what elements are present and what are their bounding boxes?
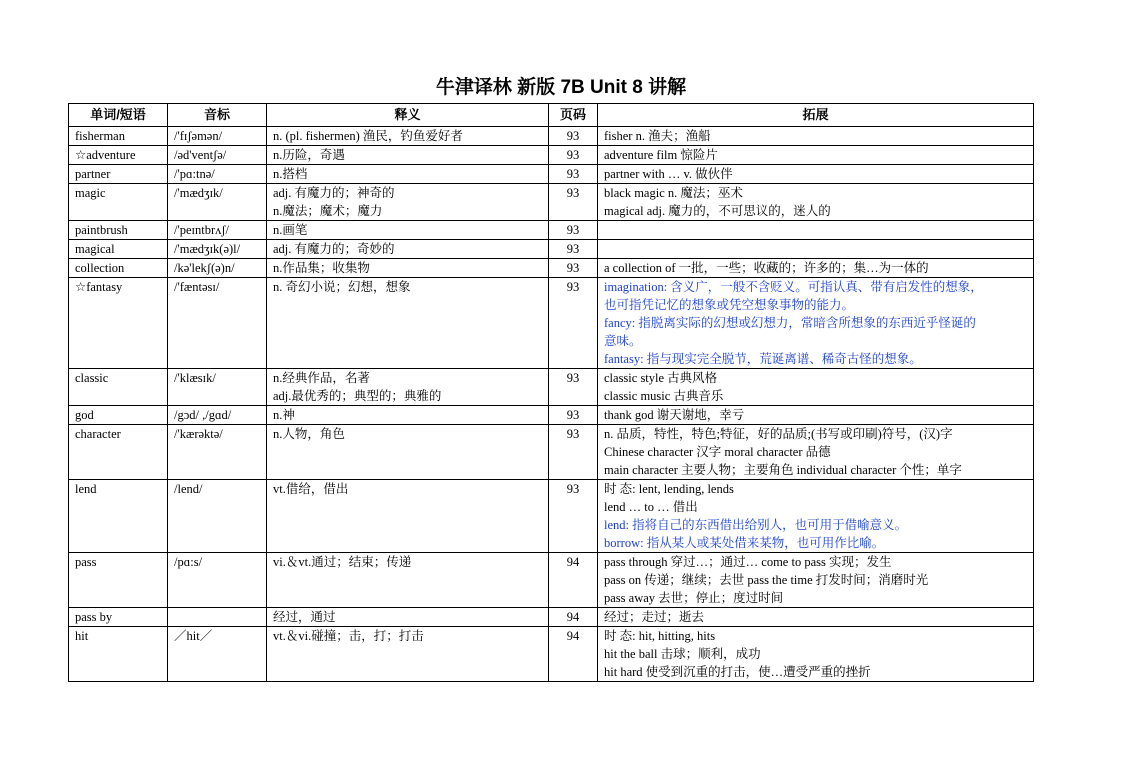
phonetic-cell: /pɑ:s/ <box>168 553 267 608</box>
phonetic-cell: /lend/ <box>168 480 267 553</box>
extension-cell <box>598 553 1034 608</box>
table-row <box>69 480 1034 553</box>
page-cell: 93 <box>549 165 598 184</box>
meaning-cell <box>267 165 549 184</box>
table-row <box>69 425 1034 480</box>
table-row <box>69 406 1034 425</box>
extension-cell <box>598 480 1034 553</box>
meaning-line: 经过，通过 <box>273 610 336 624</box>
extension-line: classic music 古典音乐 <box>604 389 724 403</box>
page-cell: 93 <box>549 406 598 425</box>
word-cell: ☆fantasy <box>69 278 168 369</box>
page-cell: 93 <box>549 221 598 240</box>
extension-line: pass through 穿过…；通过… come to pass 实现；发生 <box>604 555 892 569</box>
phonetic-cell: /'klæsɪk/ <box>168 369 267 406</box>
meaning-cell <box>267 184 549 221</box>
note-line: lend: 指将自己的东西借出给别人，也可用于借喻意义。 <box>604 518 908 532</box>
vocabulary-table <box>68 103 1034 682</box>
word-cell: collection <box>69 259 168 278</box>
extension-line: hit the ball 击球；顺利，成功 <box>604 647 761 661</box>
meaning-line: n.作品集；收集物 <box>273 261 370 275</box>
page-cell: 93 <box>549 146 598 165</box>
page-cell: 93 <box>549 480 598 553</box>
extension-cell <box>598 127 1034 146</box>
meaning-cell <box>267 480 549 553</box>
meaning-line: n.搭档 <box>273 167 308 181</box>
extension-cell <box>598 278 1034 369</box>
table-row <box>69 127 1034 146</box>
extension-cell <box>598 221 1034 240</box>
extension-line: Chinese character 汉字 moral character 品德 <box>604 445 831 459</box>
phonetic-cell: /əd'ventʃə/ <box>168 146 267 165</box>
phonetic-cell: /'pɑ:tnə/ <box>168 165 267 184</box>
phonetic-cell: /'kærəktə/ <box>168 425 267 480</box>
word-cell: magical <box>69 240 168 259</box>
extension-line: n. 品质，特性，特色;特征，好的品质;(书写或印刷)符号，(汉)字 <box>604 427 953 441</box>
phonetic-cell: /'peɪntbrʌʃ/ <box>168 221 267 240</box>
meaning-cell <box>267 406 549 425</box>
page-cell: 93 <box>549 184 598 221</box>
extension-cell <box>598 146 1034 165</box>
extension-line: magical adj. 魔力的，不可思议的，迷人的 <box>604 204 831 218</box>
phonetic-cell <box>168 608 267 627</box>
extension-cell <box>598 608 1034 627</box>
table-row <box>69 259 1034 278</box>
page-cell: 93 <box>549 369 598 406</box>
word-cell: paintbrush <box>69 221 168 240</box>
meaning-line: n.人物，角色 <box>273 427 345 441</box>
extension-line: fisher n. 渔夫；渔船 <box>604 129 711 143</box>
header-phonetic: 音标 <box>168 104 267 127</box>
meaning-line: vi.＆vt.通过；结束；传递 <box>273 555 412 569</box>
meaning-cell <box>267 278 549 369</box>
extension-line: black magic n. 魔法；巫术 <box>604 186 743 200</box>
extension-line: 经过；走过；逝去 <box>604 610 705 624</box>
table-row <box>69 627 1034 682</box>
meaning-cell <box>267 369 549 406</box>
word-cell: partner <box>69 165 168 184</box>
meaning-cell <box>267 425 549 480</box>
note-line: borrow: 指从某人或某处借来某物，也可用作比喻。 <box>604 536 885 550</box>
word-cell: pass <box>69 553 168 608</box>
table-row <box>69 278 1034 369</box>
extension-line: main character 主要人物；主要角色 individual character 个性；单字 <box>604 463 962 477</box>
meaning-cell <box>267 627 549 682</box>
table-row <box>69 553 1034 608</box>
note-line: fancy: 指脱离实际的幻想或幻想力，常暗含所想象的东西近乎怪诞的 <box>604 316 976 330</box>
page-cell: 94 <box>549 627 598 682</box>
meaning-cell <box>267 259 549 278</box>
meaning-cell <box>267 553 549 608</box>
extension-cell <box>598 165 1034 184</box>
page-cell: 94 <box>549 608 598 627</box>
header-word: 单词/短语 <box>69 104 168 127</box>
meaning-line: adj. 有魔力的；神奇的 <box>273 186 395 200</box>
word-cell: magic <box>69 184 168 221</box>
phonetic-cell: /'mædʒɪk(ə)l/ <box>168 240 267 259</box>
meaning-line: n.画笔 <box>273 223 308 237</box>
meaning-line: n.魔法；魔术；魔力 <box>273 204 383 218</box>
extension-line: 时 态: hit, hitting, hits <box>604 629 716 643</box>
extension-cell <box>598 369 1034 406</box>
document-title: 牛津译林 新版 7B Unit 8 讲解 <box>435 77 687 98</box>
word-cell: classic <box>69 369 168 406</box>
meaning-cell <box>267 608 549 627</box>
table-row <box>69 146 1034 165</box>
extension-cell <box>598 406 1034 425</box>
meaning-line: n.神 <box>273 408 295 422</box>
word-cell: pass by <box>69 608 168 627</box>
phonetic-cell: /'fɪʃəmən/ <box>168 127 267 146</box>
word-cell: fisherman <box>69 127 168 146</box>
extension-line: thank god 谢天谢地，幸亏 <box>604 408 745 422</box>
page-cell: 94 <box>549 553 598 608</box>
note-line: fantasy: 指与现实完全脱节，荒诞离谱、稀奇古怪的想象。 <box>604 352 922 366</box>
table-header-row <box>69 104 1034 127</box>
note-line: 也可指凭记忆的想象或凭空想象事物的能力。 <box>604 298 855 312</box>
meaning-cell <box>267 221 549 240</box>
phonetic-cell: /kə'lekʃ(ə)n/ <box>168 259 267 278</box>
table-row <box>69 608 1034 627</box>
page-cell: 93 <box>549 425 598 480</box>
meaning-line: adj. 有魔力的；奇妙的 <box>273 242 395 256</box>
table-row <box>69 165 1034 184</box>
extension-cell <box>598 240 1034 259</box>
word-cell: ☆adventure <box>69 146 168 165</box>
extension-line: a collection of 一批，一些；收藏的；许多的；集…为一体的 <box>604 261 929 275</box>
extension-cell <box>598 425 1034 480</box>
extension-cell <box>598 627 1034 682</box>
word-cell: lend <box>69 480 168 553</box>
phonetic-cell: /'mædʒɪk/ <box>168 184 267 221</box>
table-row <box>69 184 1034 221</box>
meaning-line: n.历险，奇遇 <box>273 148 345 162</box>
meaning-line: vt.＆vi.碰撞；击，打；打击 <box>273 629 424 643</box>
extension-line: classic style 古典风格 <box>604 371 718 385</box>
table-row <box>69 221 1034 240</box>
extension-line: 时 态: lent, lending, lends <box>604 482 734 496</box>
meaning-line: n.经典作品，名著 <box>273 371 370 385</box>
header-meaning: 释义 <box>267 104 549 127</box>
header-extension: 拓展 <box>598 104 1034 127</box>
meaning-line: n. 奇幻小说；幻想，想象 <box>273 280 411 294</box>
page-cell: 93 <box>549 259 598 278</box>
extension-line: hit hard 使受到沉重的打击，使…遭受严重的挫折 <box>604 665 871 679</box>
note-line: imagination: 含义广，一般不含贬义。可指认真、带有启发性的想象， <box>604 280 983 294</box>
meaning-line: n. (pl. fishermen) 渔民，钓鱼爱好者 <box>273 129 463 143</box>
extension-line: pass away 去世；停止；度过时间 <box>604 591 784 605</box>
word-cell: god <box>69 406 168 425</box>
page-cell: 93 <box>549 240 598 259</box>
word-cell: character <box>69 425 168 480</box>
extension-line: lend … to … 借出 <box>604 500 698 514</box>
phonetic-cell: /'fæntəsɪ/ <box>168 278 267 369</box>
extension-line: adventure film 惊险片 <box>604 148 718 162</box>
page-cell: 93 <box>549 278 598 369</box>
meaning-line: adj.最优秀的；典型的；典雅的 <box>273 389 442 403</box>
extension-line: partner with … v. 做伙伴 <box>604 167 733 181</box>
extension-line: pass on 传递；继续；去世 pass the time 打发时间；消磨时光 <box>604 573 929 587</box>
meaning-cell <box>267 127 549 146</box>
meaning-line: vt.借给，借出 <box>273 482 349 496</box>
phonetic-cell: ／hit／ <box>168 627 267 682</box>
meaning-cell <box>267 146 549 165</box>
phonetic-cell: /gɔd/ ,/gɑd/ <box>168 406 267 425</box>
table-row <box>69 240 1034 259</box>
header-page: 页码 <box>549 104 598 127</box>
note-line: 意味。 <box>604 334 642 348</box>
word-cell: hit <box>69 627 168 682</box>
page-cell: 93 <box>549 127 598 146</box>
extension-cell <box>598 184 1034 221</box>
extension-cell <box>598 259 1034 278</box>
table-row <box>69 369 1034 406</box>
meaning-cell <box>267 240 549 259</box>
